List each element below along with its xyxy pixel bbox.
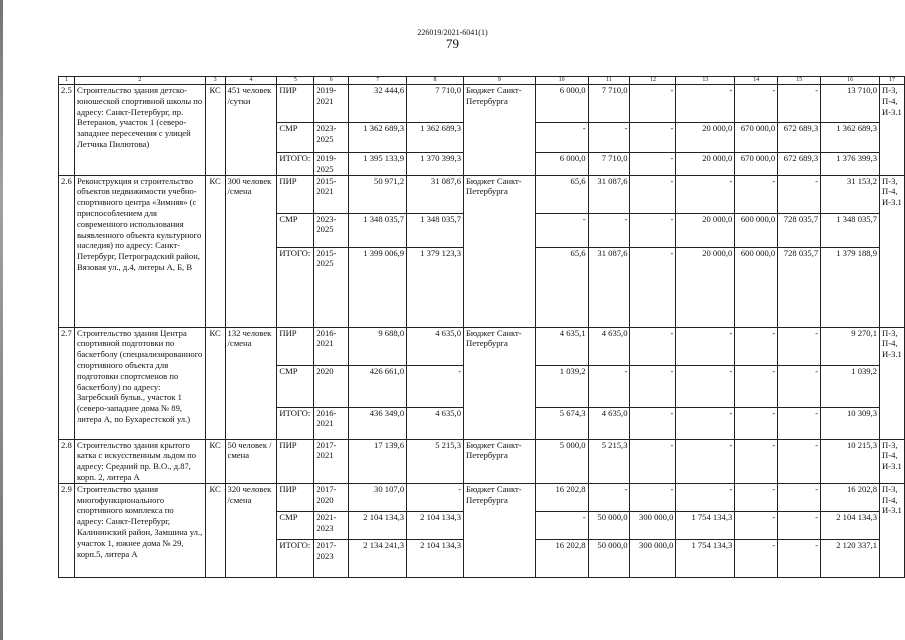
amount-c15: -: [778, 483, 821, 511]
item-number: 2.7: [59, 327, 75, 439]
column-number: 2: [74, 77, 205, 85]
amount-c14: 670 000,0: [735, 153, 778, 176]
estimated-cost: 2 134 241,3: [349, 539, 407, 577]
amount-c15: -: [778, 175, 821, 213]
estimated-cost: 30 107,0: [349, 483, 407, 511]
work-stage: ПИР: [277, 439, 314, 483]
amount-c12: -: [630, 407, 676, 439]
work-stage: ИТОГО:: [277, 247, 314, 327]
amount-c11: 5 215,3: [588, 439, 630, 483]
amount-c10: 5 674,3: [535, 407, 588, 439]
capacity: 50 человек /смена: [225, 439, 277, 483]
amount-c10: 16 202,8: [535, 483, 588, 511]
amount-c15: 728 035,7: [778, 213, 821, 247]
amount-c15: 728 035,7: [778, 247, 821, 327]
amount-c11: -: [588, 483, 630, 511]
amount-c12: 300 000,0: [630, 539, 676, 577]
funding-source: Бюджет Санкт-Петербурга: [464, 439, 536, 483]
capacity: 132 человек /смена: [225, 327, 277, 439]
amount-c16: 10 309,3: [821, 407, 880, 439]
amount-c13: -: [676, 407, 735, 439]
program-refs: П-3, П-4, И-3.1: [880, 483, 905, 577]
remaining-cost: 2 104 134,3: [407, 539, 464, 577]
column-number: 6: [314, 77, 349, 85]
amount-c11: 31 087,6: [588, 175, 630, 213]
amount-c13: -: [676, 175, 735, 213]
estimated-cost: 426 661,0: [349, 365, 407, 407]
period: 2019-2025: [314, 153, 349, 176]
estimated-cost: 1 348 035,7: [349, 213, 407, 247]
amount-c11: 4 635,0: [588, 407, 630, 439]
table-row: [59, 439, 905, 483]
amount-c11: 50 000,0: [588, 511, 630, 539]
object-name: Строительство здания детско-юношеской спортивной школы по адресу: Санкт-Петербург, пр. Ветеранов, участок 1 (северо-западнее пересечения с улицей Летчика Пилютова): [74, 85, 205, 176]
funding-source: Бюджет Санкт-Петербурга: [464, 483, 536, 577]
amount-c15: -: [778, 439, 821, 483]
object-name: Строительство здания крытого катка с искусственным льдом по адресу: Средний пр. В.О., д.87, корп. 2, литера А: [74, 439, 205, 483]
amount-c10: 6 000,0: [535, 153, 588, 176]
period: 2015-2021: [314, 175, 349, 213]
page-number: 79: [446, 36, 459, 51]
amount-c15: -: [778, 539, 821, 577]
amount-c14: -: [735, 327, 778, 365]
object-type: КС: [205, 439, 225, 483]
remaining-cost: -: [407, 483, 464, 511]
program-refs: П-3, П-4, И-3.1: [880, 327, 905, 439]
period: 2021-2023: [314, 511, 349, 539]
object-type: КС: [205, 85, 225, 176]
scan-edge: [0, 0, 3, 640]
table-row: [59, 85, 905, 123]
amount-c13: -: [676, 439, 735, 483]
estimated-cost: 9 688,0: [349, 327, 407, 365]
amount-c13: 20 000,0: [676, 153, 735, 176]
program-refs: П-3, П-4, И-3.1: [880, 439, 905, 483]
amount-c10: 1 039,2: [535, 365, 588, 407]
amount-c12: -: [630, 153, 676, 176]
amount-c16: 1 362 689,3: [821, 123, 880, 153]
work-stage: ПИР: [277, 483, 314, 511]
amount-c16: 16 202,8: [821, 483, 880, 511]
amount-c11: -: [588, 365, 630, 407]
amount-c11: 4 635,0: [588, 327, 630, 365]
table-row: [59, 483, 905, 511]
column-number: 1: [59, 77, 75, 85]
amount-c10: -: [535, 123, 588, 153]
column-number: 3: [205, 77, 225, 85]
amount-c13: 20 000,0: [676, 213, 735, 247]
capacity: 300 человек /смена: [225, 175, 277, 327]
amount-c13: -: [676, 85, 735, 123]
remaining-cost: 4 635,0: [407, 327, 464, 365]
period: 2017-2020: [314, 483, 349, 511]
amount-c12: -: [630, 483, 676, 511]
remaining-cost: 1 379 123,3: [407, 247, 464, 327]
estimated-cost: 1 399 006,9: [349, 247, 407, 327]
remaining-cost: 1 348 035,7: [407, 213, 464, 247]
column-number: 11: [588, 77, 630, 85]
amount-c13: -: [676, 483, 735, 511]
column-number: 17: [880, 77, 905, 85]
amount-c11: 7 710,0: [588, 153, 630, 176]
remaining-cost: 2 104 134,3: [407, 511, 464, 539]
amount-c12: -: [630, 213, 676, 247]
period: 2023-2025: [314, 213, 349, 247]
amount-c16: 9 270,1: [821, 327, 880, 365]
amount-c16: 2 104 134,3: [821, 511, 880, 539]
table-row: [59, 327, 905, 365]
amount-c14: -: [735, 175, 778, 213]
amount-c12: -: [630, 85, 676, 123]
estimated-cost: 17 139,6: [349, 439, 407, 483]
column-number: 16: [821, 77, 880, 85]
object-type: КС: [205, 175, 225, 327]
item-number: 2.5: [59, 85, 75, 176]
estimated-cost: 32 444,6: [349, 85, 407, 123]
funding-source: Бюджет Санкт-Петербурга: [464, 327, 536, 439]
amount-c13: 20 000,0: [676, 123, 735, 153]
amount-c16: 31 153,2: [821, 175, 880, 213]
object-type: КС: [205, 483, 225, 577]
amount-c15: 672 689,3: [778, 123, 821, 153]
amount-c10: 16 202,8: [535, 539, 588, 577]
period: 2015-2025: [314, 247, 349, 327]
work-stage: ИТОГО:: [277, 407, 314, 439]
object-name: Строительство здания многофункционального спортивного комплекса по адресу: Санкт-Петербург, Калининский район, Замшина ул., участок 1, южнее дома № 29, корп.5, литера А: [74, 483, 205, 577]
column-number: 12: [630, 77, 676, 85]
work-stage: ПИР: [277, 175, 314, 213]
work-stage: СМР: [277, 365, 314, 407]
amount-c11: 31 087,6: [588, 247, 630, 327]
item-number: 2.9: [59, 483, 75, 577]
column-number: 14: [735, 77, 778, 85]
remaining-cost: 1 362 689,3: [407, 123, 464, 153]
amount-c14: 600 000,0: [735, 247, 778, 327]
program-refs: П-3, П-4, И-3.1: [880, 85, 905, 176]
amount-c13: 20 000,0: [676, 247, 735, 327]
amount-c15: -: [778, 511, 821, 539]
amount-c14: -: [735, 511, 778, 539]
amount-c10: -: [535, 511, 588, 539]
amount-c10: 6 000,0: [535, 85, 588, 123]
amount-c10: -: [535, 213, 588, 247]
amount-c14: -: [735, 85, 778, 123]
remaining-cost: 4 635,0: [407, 407, 464, 439]
amount-c15: -: [778, 365, 821, 407]
amount-c14: 670 000,0: [735, 123, 778, 153]
funding-source: Бюджет Санкт-Петербурга: [464, 175, 536, 327]
amount-c16: 2 120 337,1: [821, 539, 880, 577]
object-name: Реконструкция и строительство объектов недвижимости учебно-спортивного центра «Зимняя» (с приспособлением для современного использования выявленного объекта культурного наследия) по адресу: Санкт-Петербург, Петроградский район, Вязовая ул., д.4, литеры А, Б, В: [74, 175, 205, 327]
amount-c12: -: [630, 327, 676, 365]
table-row: [59, 175, 905, 213]
amount-c14: -: [735, 407, 778, 439]
amount-c16: 1 379 188,9: [821, 247, 880, 327]
amount-c11: 7 710,0: [588, 85, 630, 123]
amount-c16: 1 039,2: [821, 365, 880, 407]
period: 2020: [314, 365, 349, 407]
estimated-cost: 1 362 689,3: [349, 123, 407, 153]
amount-c13: 1 754 134,3: [676, 511, 735, 539]
remaining-cost: 31 087,6: [407, 175, 464, 213]
amount-c15: -: [778, 407, 821, 439]
amount-c15: -: [778, 85, 821, 123]
object-name: Строительство здания Центра спортивной подготовки по баскетболу (специализированного спортивного объекта для подготовки спортсменов по баскетболу) по адресу: Загребский бульв., участок 1 (северо-западнее дома № 89, литера А, по Бухарестской ул.): [74, 327, 205, 439]
item-number: 2.6: [59, 175, 75, 327]
amount-c13: -: [676, 365, 735, 407]
remaining-cost: 1 370 399,3: [407, 153, 464, 176]
column-number: 15: [778, 77, 821, 85]
amount-c13: -: [676, 327, 735, 365]
amount-c10: 5 000,0: [535, 439, 588, 483]
amount-c14: -: [735, 483, 778, 511]
remaining-cost: 7 710,0: [407, 85, 464, 123]
period: 2016-2021: [314, 327, 349, 365]
estimated-cost: 1 395 133,9: [349, 153, 407, 176]
amount-c11: -: [588, 123, 630, 153]
amount-c12: -: [630, 365, 676, 407]
amount-c10: 65,6: [535, 247, 588, 327]
amount-c15: -: [778, 327, 821, 365]
amount-c10: 65,6: [535, 175, 588, 213]
amount-c16: 13 710,0: [821, 85, 880, 123]
work-stage: СМР: [277, 123, 314, 153]
period: 2019-2021: [314, 85, 349, 123]
work-stage: ИТОГО:: [277, 153, 314, 176]
work-stage: СМР: [277, 511, 314, 539]
capacity: 320 человек /смена: [225, 483, 277, 577]
work-stage: ПИР: [277, 85, 314, 123]
amount-c12: -: [630, 439, 676, 483]
column-number: 13: [676, 77, 735, 85]
amount-c12: 300 000,0: [630, 511, 676, 539]
column-number: 5: [277, 77, 314, 85]
amount-c12: -: [630, 175, 676, 213]
amount-c11: 50 000,0: [588, 539, 630, 577]
period: 2016-2021: [314, 407, 349, 439]
document-number: 226019/2021-6041(1): [417, 28, 488, 37]
estimated-cost: 50 971,2: [349, 175, 407, 213]
period: 2023-2025: [314, 123, 349, 153]
period: 2017-2023: [314, 539, 349, 577]
amount-c14: 600 000,0: [735, 213, 778, 247]
amount-c11: -: [588, 213, 630, 247]
column-number-row: [59, 77, 905, 85]
amount-c14: -: [735, 365, 778, 407]
work-stage: СМР: [277, 213, 314, 247]
amount-c14: -: [735, 439, 778, 483]
column-number: 8: [407, 77, 464, 85]
work-stage: ИТОГО:: [277, 539, 314, 577]
remaining-cost: 5 215,3: [407, 439, 464, 483]
amount-c16: 1 348 035,7: [821, 213, 880, 247]
estimated-cost: 2 104 134,3: [349, 511, 407, 539]
amount-c12: -: [630, 247, 676, 327]
amount-c12: -: [630, 123, 676, 153]
program-table: [58, 76, 905, 578]
estimated-cost: 436 349,0: [349, 407, 407, 439]
column-number: 10: [535, 77, 588, 85]
amount-c14: -: [735, 539, 778, 577]
funding-source: Бюджет Санкт-Петербурга: [464, 85, 536, 176]
amount-c16: 10 215,3: [821, 439, 880, 483]
amount-c16: 1 376 399,3: [821, 153, 880, 176]
column-number: 9: [464, 77, 536, 85]
amount-c13: 1 754 134,3: [676, 539, 735, 577]
item-number: 2.8: [59, 439, 75, 483]
period: 2017-2021: [314, 439, 349, 483]
remaining-cost: -: [407, 365, 464, 407]
capacity: 451 человек /сутки: [225, 85, 277, 176]
program-refs: П-3, П-4, И-3.1: [880, 175, 905, 327]
object-type: КС: [205, 327, 225, 439]
amount-c10: 4 635,1: [535, 327, 588, 365]
column-number: 4: [225, 77, 277, 85]
column-number: 7: [349, 77, 407, 85]
work-stage: ПИР: [277, 327, 314, 365]
amount-c15: 672 689,3: [778, 153, 821, 176]
